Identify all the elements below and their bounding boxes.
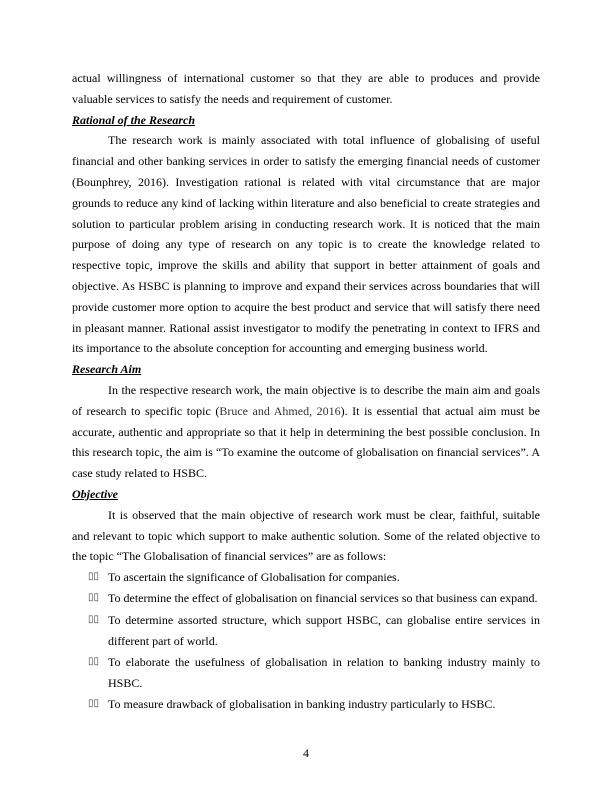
aim-paragraph	[72, 380, 540, 484]
objective-paragraph: It is observed that the main objective of research work must be clear, faithful, suitable and relevant to topic which support to make authentic solution. Some of the related objective to the topic “The Globalisation of financial services” are as follows:	[72, 507, 540, 564]
rational-paragraph: The research work is mainly associated with total influence of globalising of useful financial and other banking services in order to satisfy the emerging financial needs of customer (Bounphrey, 2016). Investigation rational is related with vital circumstance that are major grounds to reduce any kind of lacking within literature and also beneficial to create strategies and solution to particular problem arising in conducting research work. It is noticed that the main purpose of doing any type of research on any topic is to create the knowledge related to respective topic, improve the skills and ability that support in better attainment of goals and objective. As HSBC is planning to improve and expand their services across boundaries that will provide customer more option to acquire the best product and service that will satisfy there need in pleasant manner. Rational assist investigator to modify the penetrating in context to IFRS and its importance to the absolute conception for accounting and emerging business world.	[72, 133, 540, 356]
document-page	[72, 68, 540, 715]
intro-continuation: actual willingness of international customer so that they are able to produces and provide valuable services to satisfy the needs and requirement of customer.	[72, 71, 540, 106]
bullet-icon: ▯▯	[88, 697, 100, 709]
objective-list	[72, 567, 540, 715]
list-item: ▯▯ To determine assorted structure, which support HSBC, can globalise entire services in different part of world.	[72, 610, 540, 652]
list-item: ▯▯ To determine the effect of globalisation on financial services so that business can expand.	[72, 588, 540, 609]
bullet-icon: ▯▯	[88, 571, 100, 583]
list-item: ▯▯ To ascertain the significance of Globalisation for companies.	[72, 567, 540, 588]
bullet-icon: ▯▯	[88, 592, 100, 604]
aim-text-after: ). It is essential that actual aim must be accurate, authentic and appropriate so that it help in determining the best possible conclusion. In this research topic, the aim is “To examine the outcome of globalisation on financial services”. A case study related to HSBC.	[72, 403, 540, 481]
aim-text-before: In the respective research work, the main objective is to describe the main aim and goals of research to specific topic (	[72, 382, 540, 418]
aim-heading: Research Aim	[72, 362, 142, 377]
objective-heading: Objective	[72, 486, 118, 501]
bullet-icon: ▯▯	[88, 655, 100, 667]
page-number: 4	[303, 746, 309, 760]
rational-heading: Rational of the Research	[72, 112, 196, 127]
list-item: ▯▯ To measure drawback of globalisation in banking industry particularly to HSBC.	[72, 694, 540, 715]
list-item: ▯▯ To elaborate the usefulness of globalisation in relation to banking industry mainly to HSBC.	[72, 652, 540, 694]
aim-citation: Bruce and Ahmed, 2016	[219, 403, 341, 418]
bullet-icon: ▯▯	[88, 613, 100, 625]
